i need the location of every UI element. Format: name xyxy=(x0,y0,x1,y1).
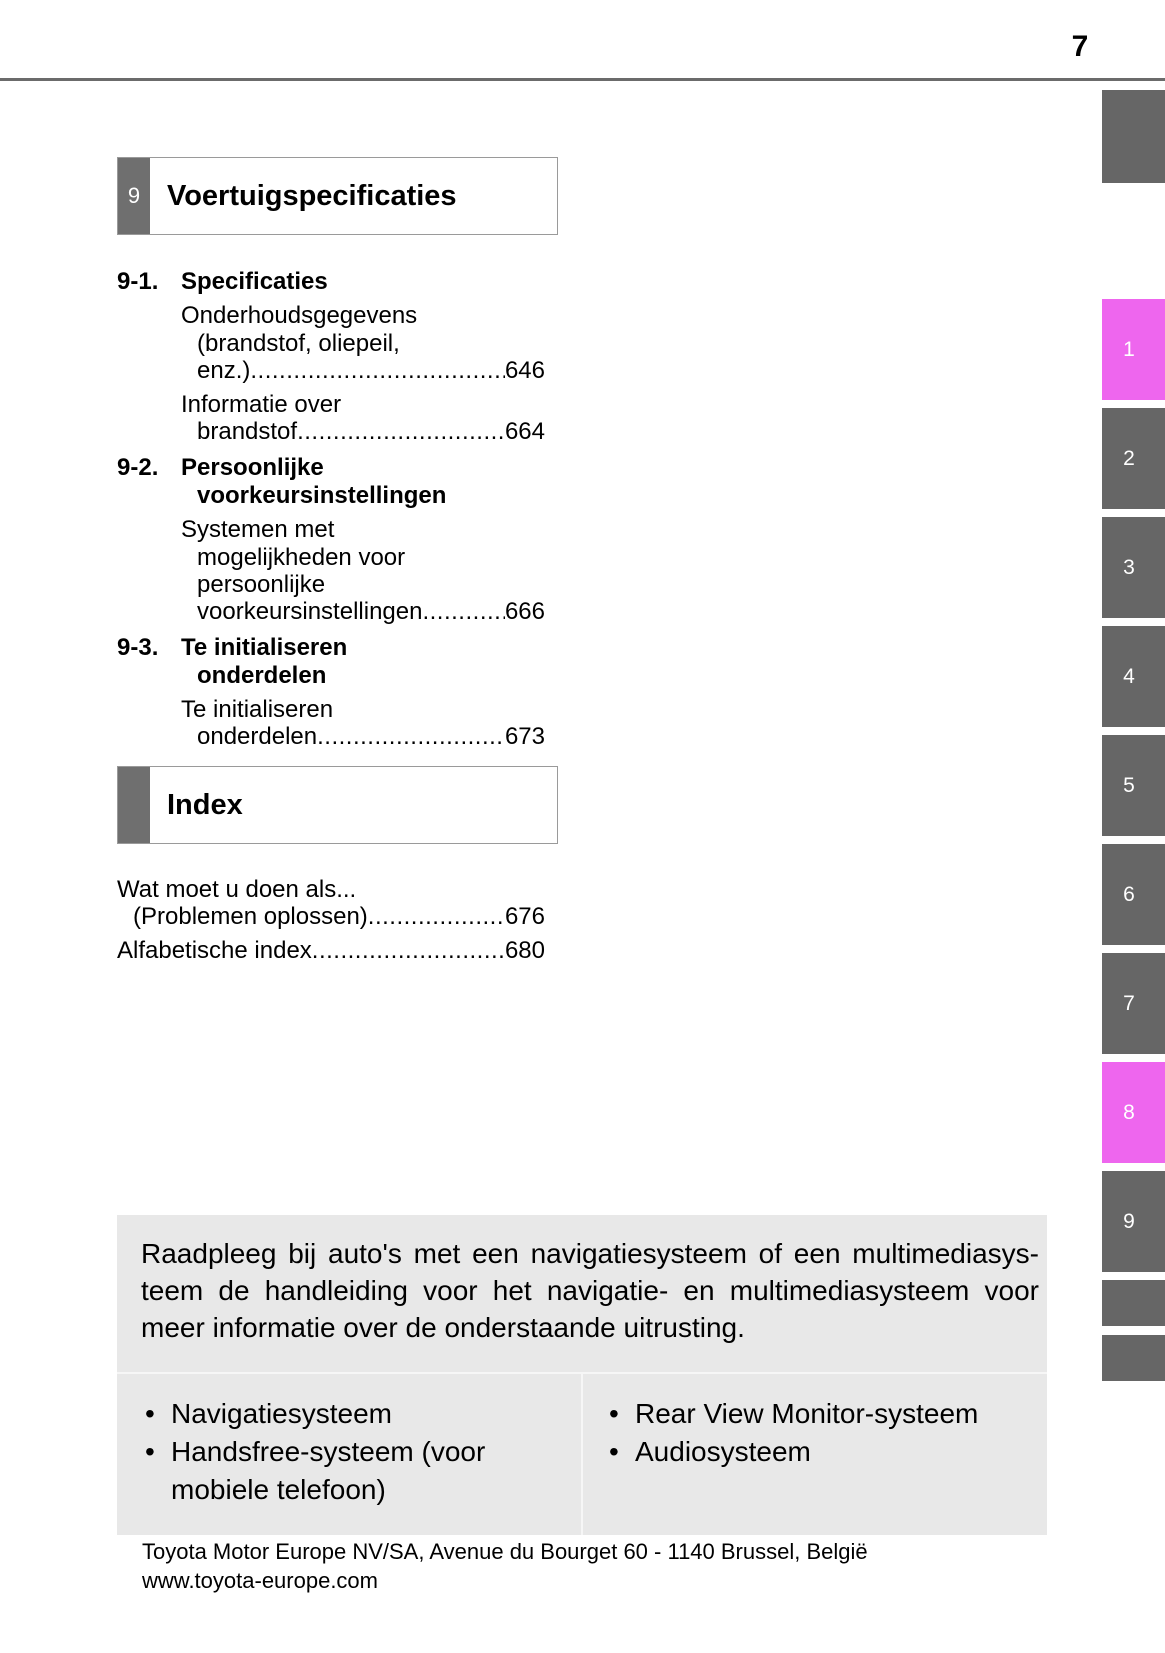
subsection-number-9-3: 9-3. xyxy=(117,634,159,661)
list-item: • Rear View Monitor-systeem xyxy=(605,1395,1025,1433)
footer-address: Toyota Motor Europe NV/SA, Avenue du Bourget 60 - 1140 Brussel, België xyxy=(142,1539,868,1564)
toc-entry-line[interactable]: Te initialiseren xyxy=(181,696,334,723)
toc-entry-row[interactable] xyxy=(197,598,545,626)
leader-dots xyxy=(422,598,504,626)
list-item: • Handsfree-systeem (voor mobiele telefoon) xyxy=(141,1433,561,1509)
toc-entry-line[interactable]: mogelijkheden voor xyxy=(197,544,406,571)
toc-entry-line[interactable]: persoonlijke xyxy=(197,571,326,598)
section-header-index xyxy=(117,766,558,844)
subsection-title-9-3[interactable]: Te initialiseren xyxy=(181,634,348,661)
toc-entry-text: brandstof xyxy=(197,418,298,445)
toc-entry-line[interactable]: Systemen met xyxy=(181,516,335,543)
header-rule xyxy=(0,78,1165,81)
toc-entry-line[interactable]: Wat moet u doen als... xyxy=(117,876,357,903)
toc-entry-text: Alfabetische index xyxy=(117,937,312,964)
subsection-number-9-2: 9-2. xyxy=(117,454,159,481)
subsection-title-9-2-cont[interactable]: voorkeursinstellingen xyxy=(197,482,447,509)
toc-entry-text: voorkeursinstellingen xyxy=(197,598,423,625)
side-tab-blank-b[interactable] xyxy=(1102,1335,1165,1381)
subsection-title-9-2[interactable]: Persoonlijke xyxy=(181,454,324,481)
toc-page-number: 676 xyxy=(504,903,545,930)
toc-entry-row[interactable] xyxy=(197,723,545,751)
leader-dots xyxy=(317,723,505,751)
toc-page-number: 680 xyxy=(504,937,545,964)
toc-entry-text: onderdelen xyxy=(197,723,318,750)
section-number-blank xyxy=(118,767,150,843)
side-tab-6[interactable]: 6 xyxy=(1102,844,1165,945)
side-tab-2[interactable]: 2 xyxy=(1102,408,1165,509)
leader-dots xyxy=(250,357,505,385)
side-tab-9[interactable]: 9 xyxy=(1102,1171,1165,1272)
toc-entry-row[interactable] xyxy=(197,418,545,446)
toc-entry-row[interactable] xyxy=(197,357,545,385)
section-title: Voertuigspecificaties xyxy=(167,179,457,212)
leader-dots xyxy=(312,937,505,965)
info-text: Raadpleeg bij auto's met een navigatiesysteem of een multimediasys-teem de handleiding voor het navigatie- en multimediasysteem voor meer informatie over de onderstaande uitrusting. xyxy=(141,1238,1039,1343)
page-number: 7 xyxy=(1071,30,1089,63)
side-tab-7[interactable]: 7 xyxy=(1102,953,1165,1054)
side-tab-3[interactable]: 3 xyxy=(1102,517,1165,618)
list-item: • Navigatiesysteem xyxy=(141,1395,561,1433)
subsection-title-9-1[interactable]: Specificaties xyxy=(181,268,328,295)
info-column-divider xyxy=(581,1374,583,1535)
footer xyxy=(142,1537,868,1595)
toc-entry-text: enz.) xyxy=(197,357,251,384)
info-list-left xyxy=(141,1395,561,1509)
toc-page-number: 666 xyxy=(504,598,545,625)
leader-dots xyxy=(368,903,505,931)
section-header-9 xyxy=(117,157,558,235)
toc-page-number: 646 xyxy=(504,357,545,384)
side-tab-5[interactable]: 5 xyxy=(1102,735,1165,836)
toc-entry-line[interactable]: (brandstof, oliepeil, xyxy=(197,330,400,357)
footer-website[interactable]: www.toyota-europe.com xyxy=(142,1568,378,1593)
subsection-number-9-1: 9-1. xyxy=(117,268,159,295)
side-tab-blank-top[interactable] xyxy=(1102,90,1165,183)
toc-page-number: 664 xyxy=(504,418,545,445)
toc-entry-line[interactable]: Informatie over xyxy=(181,391,342,418)
toc-page-number: 673 xyxy=(504,723,545,750)
list-item: • Audiosysteem xyxy=(605,1433,1025,1471)
side-tab-8[interactable]: 8 xyxy=(1102,1062,1165,1163)
leader-dots xyxy=(297,418,505,446)
subsection-title-9-3-cont[interactable]: onderdelen xyxy=(197,662,327,689)
side-tab-4[interactable]: 4 xyxy=(1102,626,1165,727)
section-number: 9 xyxy=(118,158,150,234)
info-list-right xyxy=(605,1395,1025,1471)
section-title: Index xyxy=(167,788,243,821)
toc-entry-text: (Problemen oplossen) xyxy=(133,903,368,930)
side-tab-blank-a[interactable] xyxy=(1102,1280,1165,1326)
toc-entry-line[interactable]: Onderhoudsgegevens xyxy=(181,302,418,329)
info-box xyxy=(117,1215,1047,1535)
side-tab-1[interactable]: 1 xyxy=(1102,299,1165,400)
toc-entry-row[interactable] xyxy=(117,937,545,965)
toc-entry-row[interactable] xyxy=(133,903,545,931)
